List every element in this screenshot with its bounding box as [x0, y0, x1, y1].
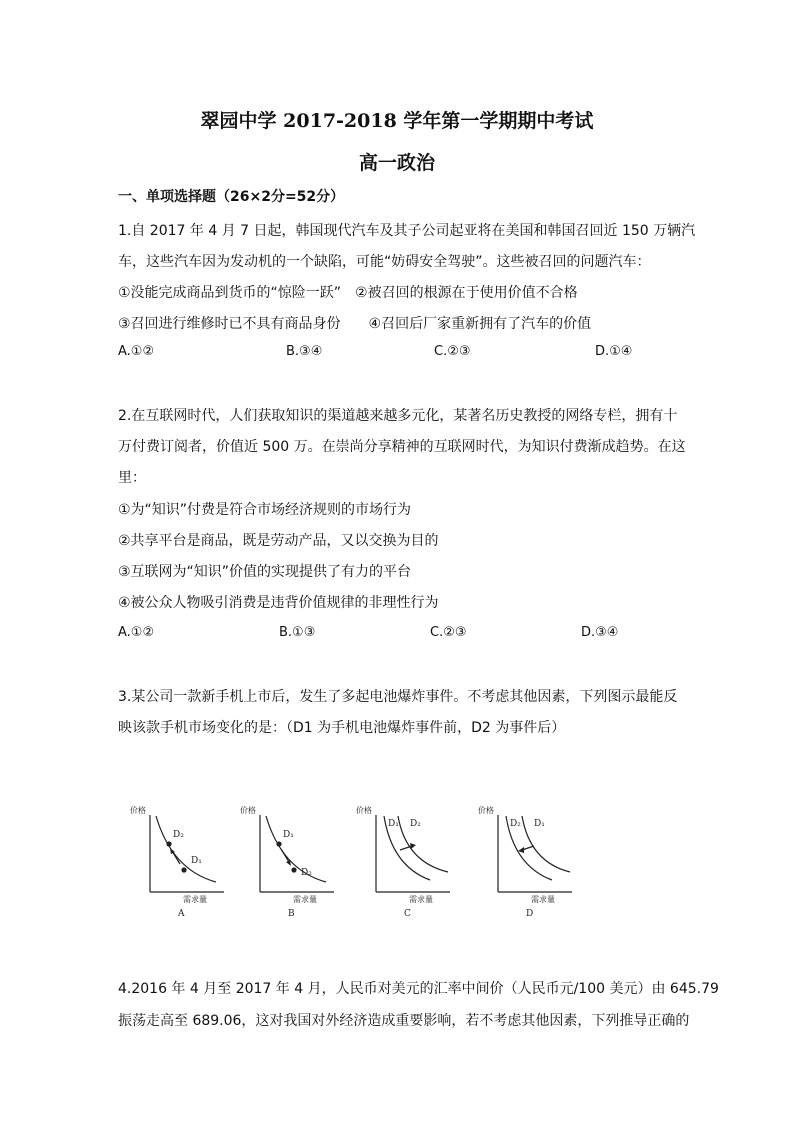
q3-stem-line: 映该款手机市场变化的是：（D1 为手机电池爆炸事件前，D2 为事件后）: [118, 720, 566, 736]
curve-label: D₁: [388, 819, 399, 829]
arrow-head: [410, 843, 416, 849]
x-axis-label: 需求量: [409, 895, 433, 904]
graph-letter: D: [526, 909, 534, 919]
x-axis-label: 需求量: [293, 895, 317, 904]
point-d2: [291, 867, 296, 872]
q2-option-b: B.①③: [279, 625, 316, 640]
curve-label: D₁: [534, 819, 545, 829]
q2-stem-line: 里：: [118, 470, 146, 486]
x-axis-label: 需求量: [183, 895, 207, 904]
curve-label: D₂: [410, 819, 421, 829]
demand-curve: [156, 816, 216, 882]
graph-b: [238, 800, 338, 919]
graph-a: [128, 800, 228, 919]
y-axis-label: 价格: [240, 806, 256, 815]
y-axis-label: 价格: [478, 806, 494, 815]
q1-option-a: A.①②: [118, 344, 155, 359]
q2-option-c: C.②③: [430, 625, 467, 640]
curve-label: D₂: [510, 819, 521, 829]
shift-arrow: [281, 849, 289, 862]
point-d1: [276, 841, 281, 846]
graph-letter: A: [178, 909, 185, 919]
q2-option-a: A.①②: [118, 625, 155, 640]
graph-letter: C: [404, 909, 411, 919]
q1-statement: ③召回进行维修时已不具有商品身份 ④召回后厂家重新拥有了汽车的价值: [118, 316, 592, 332]
x-axis-label: 需求量: [531, 895, 555, 904]
q2-stem-line: 万付费订阅者，价值近 500 万。在崇尚分享精神的互联网时代，为知识付费渐成趋势。在这: [118, 439, 686, 455]
point-d1: [181, 867, 186, 872]
q3-stem-line: 3.某公司一款新手机上市后，发生了多起电池爆炸事件。不考虑其他因素，下列图示最能反: [118, 689, 678, 705]
graph-letter: B: [288, 909, 295, 919]
q1-option-c: C.②③: [434, 344, 471, 359]
curve-label: D₁: [191, 856, 202, 866]
q4-stem-line: 4.2016 年 4 月至 2017 年 4 月，人民币对美元的汇率中间价（人民币元/100 美元）由 645.79: [118, 981, 719, 997]
q2-option-d: D.③④: [581, 625, 619, 640]
q1-option-d: D.①④: [595, 344, 633, 359]
shift-arrow: [172, 851, 180, 864]
point-d2: [166, 841, 171, 846]
y-axis-label: 价格: [356, 806, 372, 815]
q2-statement: ③互联网为“知识”价值的实现提供了有力的平台: [118, 564, 412, 580]
q2-stem-line: 2.在互联网时代，人们获取知识的渠道越来越多元化，某著名历史教授的网络专栏，拥有十: [118, 408, 678, 424]
q2-statement: ④被公众人物吸引消费是违背价值规律的非理性行为: [118, 595, 439, 611]
demand-curve-d1: [522, 816, 570, 872]
exam-title: 翠园中学 2017-2018 学年第一学期期中考试: [200, 110, 594, 132]
section-heading: 一、单项选择题（26×2分=52分）: [118, 189, 345, 205]
exam-subtitle: 高一政治: [358, 152, 435, 174]
y-axis-label: 价格: [130, 806, 146, 815]
curve-label: D₁: [283, 830, 294, 840]
q1-stem-line: 车，这些汽车因为发动机的一个缺陷，可能“妨碍安全驾驶”。这些被召回的问题汽车：: [118, 254, 651, 270]
graph-d: [476, 800, 576, 919]
q1-stem-line: 1.自 2017 年 4 月 7 日起，韩国现代汽车及其子公司起亚将在美国和韩国召回近 150 万辆汽: [118, 223, 696, 239]
q1-statement: ①没能完成商品到货币的“惊险一跃” ②被召回的根源在于使用价值不合格: [118, 285, 578, 301]
curve-label: D₂: [173, 830, 184, 840]
q1-option-b: B.③④: [286, 344, 323, 359]
curve-label: D₂: [301, 868, 312, 878]
graph-c: [354, 800, 454, 919]
demand-curve: [266, 816, 326, 882]
q4-stem-line: 振荡走高至 689.06，这对我国对外经济造成重要影响，若不考虑其他因素，下列推导正确的: [118, 1013, 690, 1029]
q2-statement: ②共享平台是商品，既是劳动产品，又以交换为目的: [118, 533, 439, 549]
q2-statement: ①为“知识”付费是符合市场经济规则的市场行为: [118, 502, 412, 518]
